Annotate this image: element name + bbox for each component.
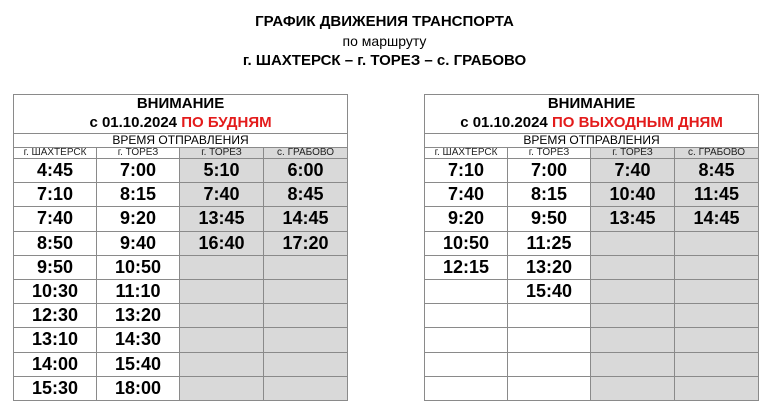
departure-time-cell — [425, 304, 508, 328]
time-row — [14, 183, 348, 207]
departure-time-cell — [264, 255, 348, 279]
time-row — [425, 304, 759, 328]
weekday-departure-label: ВРЕМЯ ОТПРАВЛЕНИЯ — [14, 134, 348, 148]
departure-time-cell: 7:00 — [508, 159, 591, 183]
stop-header: с. ГРАБОВО — [264, 148, 348, 159]
time-row — [14, 328, 348, 352]
departure-time-cell — [591, 279, 675, 303]
time-row — [14, 207, 348, 231]
stop-header: г. ТОРЕЗ — [591, 148, 675, 159]
departure-time-cell — [675, 304, 759, 328]
departure-time-cell — [591, 304, 675, 328]
departure-time-cell: 13:45 — [180, 207, 264, 231]
departure-time-cell — [264, 279, 348, 303]
time-row — [14, 159, 348, 183]
departure-time-cell — [264, 376, 348, 400]
route-label: по маршруту — [342, 33, 427, 49]
departure-time-cell: 8:15 — [508, 183, 591, 207]
departure-time-cell — [425, 352, 508, 376]
departure-time-cell — [180, 279, 264, 303]
departure-time-cell — [180, 376, 264, 400]
weekday-schedule-table — [13, 94, 348, 401]
weekday-effective-date — [14, 113, 348, 134]
weekend-date-prefix: с 01.10.2024 — [460, 114, 548, 131]
time-row — [425, 183, 759, 207]
route-name: г. ШАХТЕРСК – г. ТОРЕЗ – с. ГРАБОВО — [242, 52, 527, 69]
departure-time-cell: 10:40 — [591, 183, 675, 207]
departure-time-cell: 14:00 — [14, 352, 97, 376]
departure-time-cell: 8:45 — [675, 159, 759, 183]
departure-time-cell — [180, 352, 264, 376]
time-row — [425, 376, 759, 400]
departure-time-cell: 11:45 — [675, 183, 759, 207]
time-row — [425, 159, 759, 183]
departure-time-cell — [425, 328, 508, 352]
departure-time-cell — [508, 304, 591, 328]
departure-time-cell: 9:40 — [97, 231, 180, 255]
weekend-stops-header — [425, 148, 759, 159]
weekend-times — [425, 159, 759, 401]
departure-time-cell: 9:20 — [425, 207, 508, 231]
weekend-schedule-table — [424, 94, 759, 401]
departure-time-cell: 7:40 — [14, 207, 97, 231]
departure-time-cell — [264, 304, 348, 328]
departure-time-cell: 7:40 — [591, 159, 675, 183]
departure-time-cell: 7:10 — [14, 183, 97, 207]
departure-time-cell: 9:20 — [97, 207, 180, 231]
schedule-title: ГРАФИК ДВИЖЕНИЯ ТРАНСПОРТА — [255, 13, 514, 30]
departure-time-cell: 15:30 — [14, 376, 97, 400]
weekday-date-prefix: с 01.10.2024 — [89, 114, 178, 131]
departure-time-cell: 11:25 — [508, 231, 591, 255]
departure-time-cell: 8:15 — [97, 183, 180, 207]
departure-time-cell: 17:20 — [264, 231, 348, 255]
departure-time-cell — [675, 328, 759, 352]
weekend-effective-date — [425, 113, 759, 134]
departure-time-cell: 9:50 — [14, 255, 97, 279]
departure-time-cell — [425, 376, 508, 400]
departure-time-cell — [591, 328, 675, 352]
departure-time-cell — [264, 328, 348, 352]
time-row — [14, 352, 348, 376]
departure-time-cell: 10:50 — [425, 231, 508, 255]
departure-time-cell — [675, 352, 759, 376]
weekday-stops-header — [14, 148, 348, 159]
departure-time-cell — [675, 279, 759, 303]
departure-time-cell: 11:10 — [97, 279, 180, 303]
departure-time-cell — [675, 231, 759, 255]
departure-time-cell — [591, 352, 675, 376]
departure-time-cell — [180, 328, 264, 352]
departure-time-cell: 9:50 — [508, 207, 591, 231]
departure-time-cell — [675, 376, 759, 400]
departure-time-cell — [264, 352, 348, 376]
departure-time-cell — [508, 352, 591, 376]
departure-time-cell: 13:20 — [97, 304, 180, 328]
departure-time-cell — [675, 255, 759, 279]
departure-time-cell: 13:20 — [508, 255, 591, 279]
departure-time-cell: 14:45 — [264, 207, 348, 231]
departure-time-cell: 8:50 — [14, 231, 97, 255]
time-row — [14, 376, 348, 400]
departure-time-cell: 15:40 — [97, 352, 180, 376]
departure-time-cell: 14:45 — [675, 207, 759, 231]
departure-time-cell: 18:00 — [97, 376, 180, 400]
time-row — [425, 231, 759, 255]
schedule-header — [0, 12, 769, 71]
weekday-mode: ПО БУДНЯМ — [181, 114, 272, 131]
departure-time-cell: 8:45 — [264, 183, 348, 207]
weekend-mode: ПО ВЫХОДНЫМ ДНЯМ — [551, 114, 723, 131]
departure-time-cell: 10:30 — [14, 279, 97, 303]
departure-time-cell: 12:30 — [14, 304, 97, 328]
weekend-departure-label: ВРЕМЯ ОТПРАВЛЕНИЯ — [425, 134, 759, 148]
departure-time-cell: 10:50 — [97, 255, 180, 279]
departure-time-cell: 7:10 — [425, 159, 508, 183]
departure-time-cell: 13:10 — [14, 328, 97, 352]
stop-header: г. ТОРЕЗ — [508, 148, 591, 159]
weekday-notice: ВНИМАНИЕ — [14, 95, 348, 114]
time-row — [425, 352, 759, 376]
departure-time-cell: 6:00 — [264, 159, 348, 183]
departure-time-cell: 5:10 — [180, 159, 264, 183]
departure-time-cell — [591, 376, 675, 400]
departure-time-cell: 13:45 — [591, 207, 675, 231]
time-row — [14, 279, 348, 303]
stop-header: с. ГРАБОВО — [675, 148, 759, 159]
weekend-notice: ВНИМАНИЕ — [425, 95, 759, 114]
stop-header: г. ТОРЕЗ — [180, 148, 264, 159]
time-row — [425, 207, 759, 231]
time-row — [14, 255, 348, 279]
time-row — [14, 304, 348, 328]
time-row — [425, 279, 759, 303]
time-row — [14, 231, 348, 255]
departure-time-cell: 7:40 — [180, 183, 264, 207]
stop-header: г. ТОРЕЗ — [97, 148, 180, 159]
departure-time-cell — [591, 231, 675, 255]
stop-header: г. ШАХТЕРСК — [14, 148, 97, 159]
stop-header: г. ШАХТЕРСК — [425, 148, 508, 159]
departure-time-cell: 7:40 — [425, 183, 508, 207]
departure-time-cell: 4:45 — [14, 159, 97, 183]
time-row — [425, 328, 759, 352]
departure-time-cell — [425, 279, 508, 303]
departure-time-cell — [508, 376, 591, 400]
departure-time-cell — [180, 304, 264, 328]
time-row — [425, 255, 759, 279]
departure-time-cell: 16:40 — [180, 231, 264, 255]
weekday-times — [14, 159, 348, 401]
departure-time-cell: 7:00 — [97, 159, 180, 183]
departure-time-cell — [508, 328, 591, 352]
departure-time-cell: 12:15 — [425, 255, 508, 279]
departure-time-cell: 14:30 — [97, 328, 180, 352]
departure-time-cell — [591, 255, 675, 279]
departure-time-cell: 15:40 — [508, 279, 591, 303]
departure-time-cell — [180, 255, 264, 279]
